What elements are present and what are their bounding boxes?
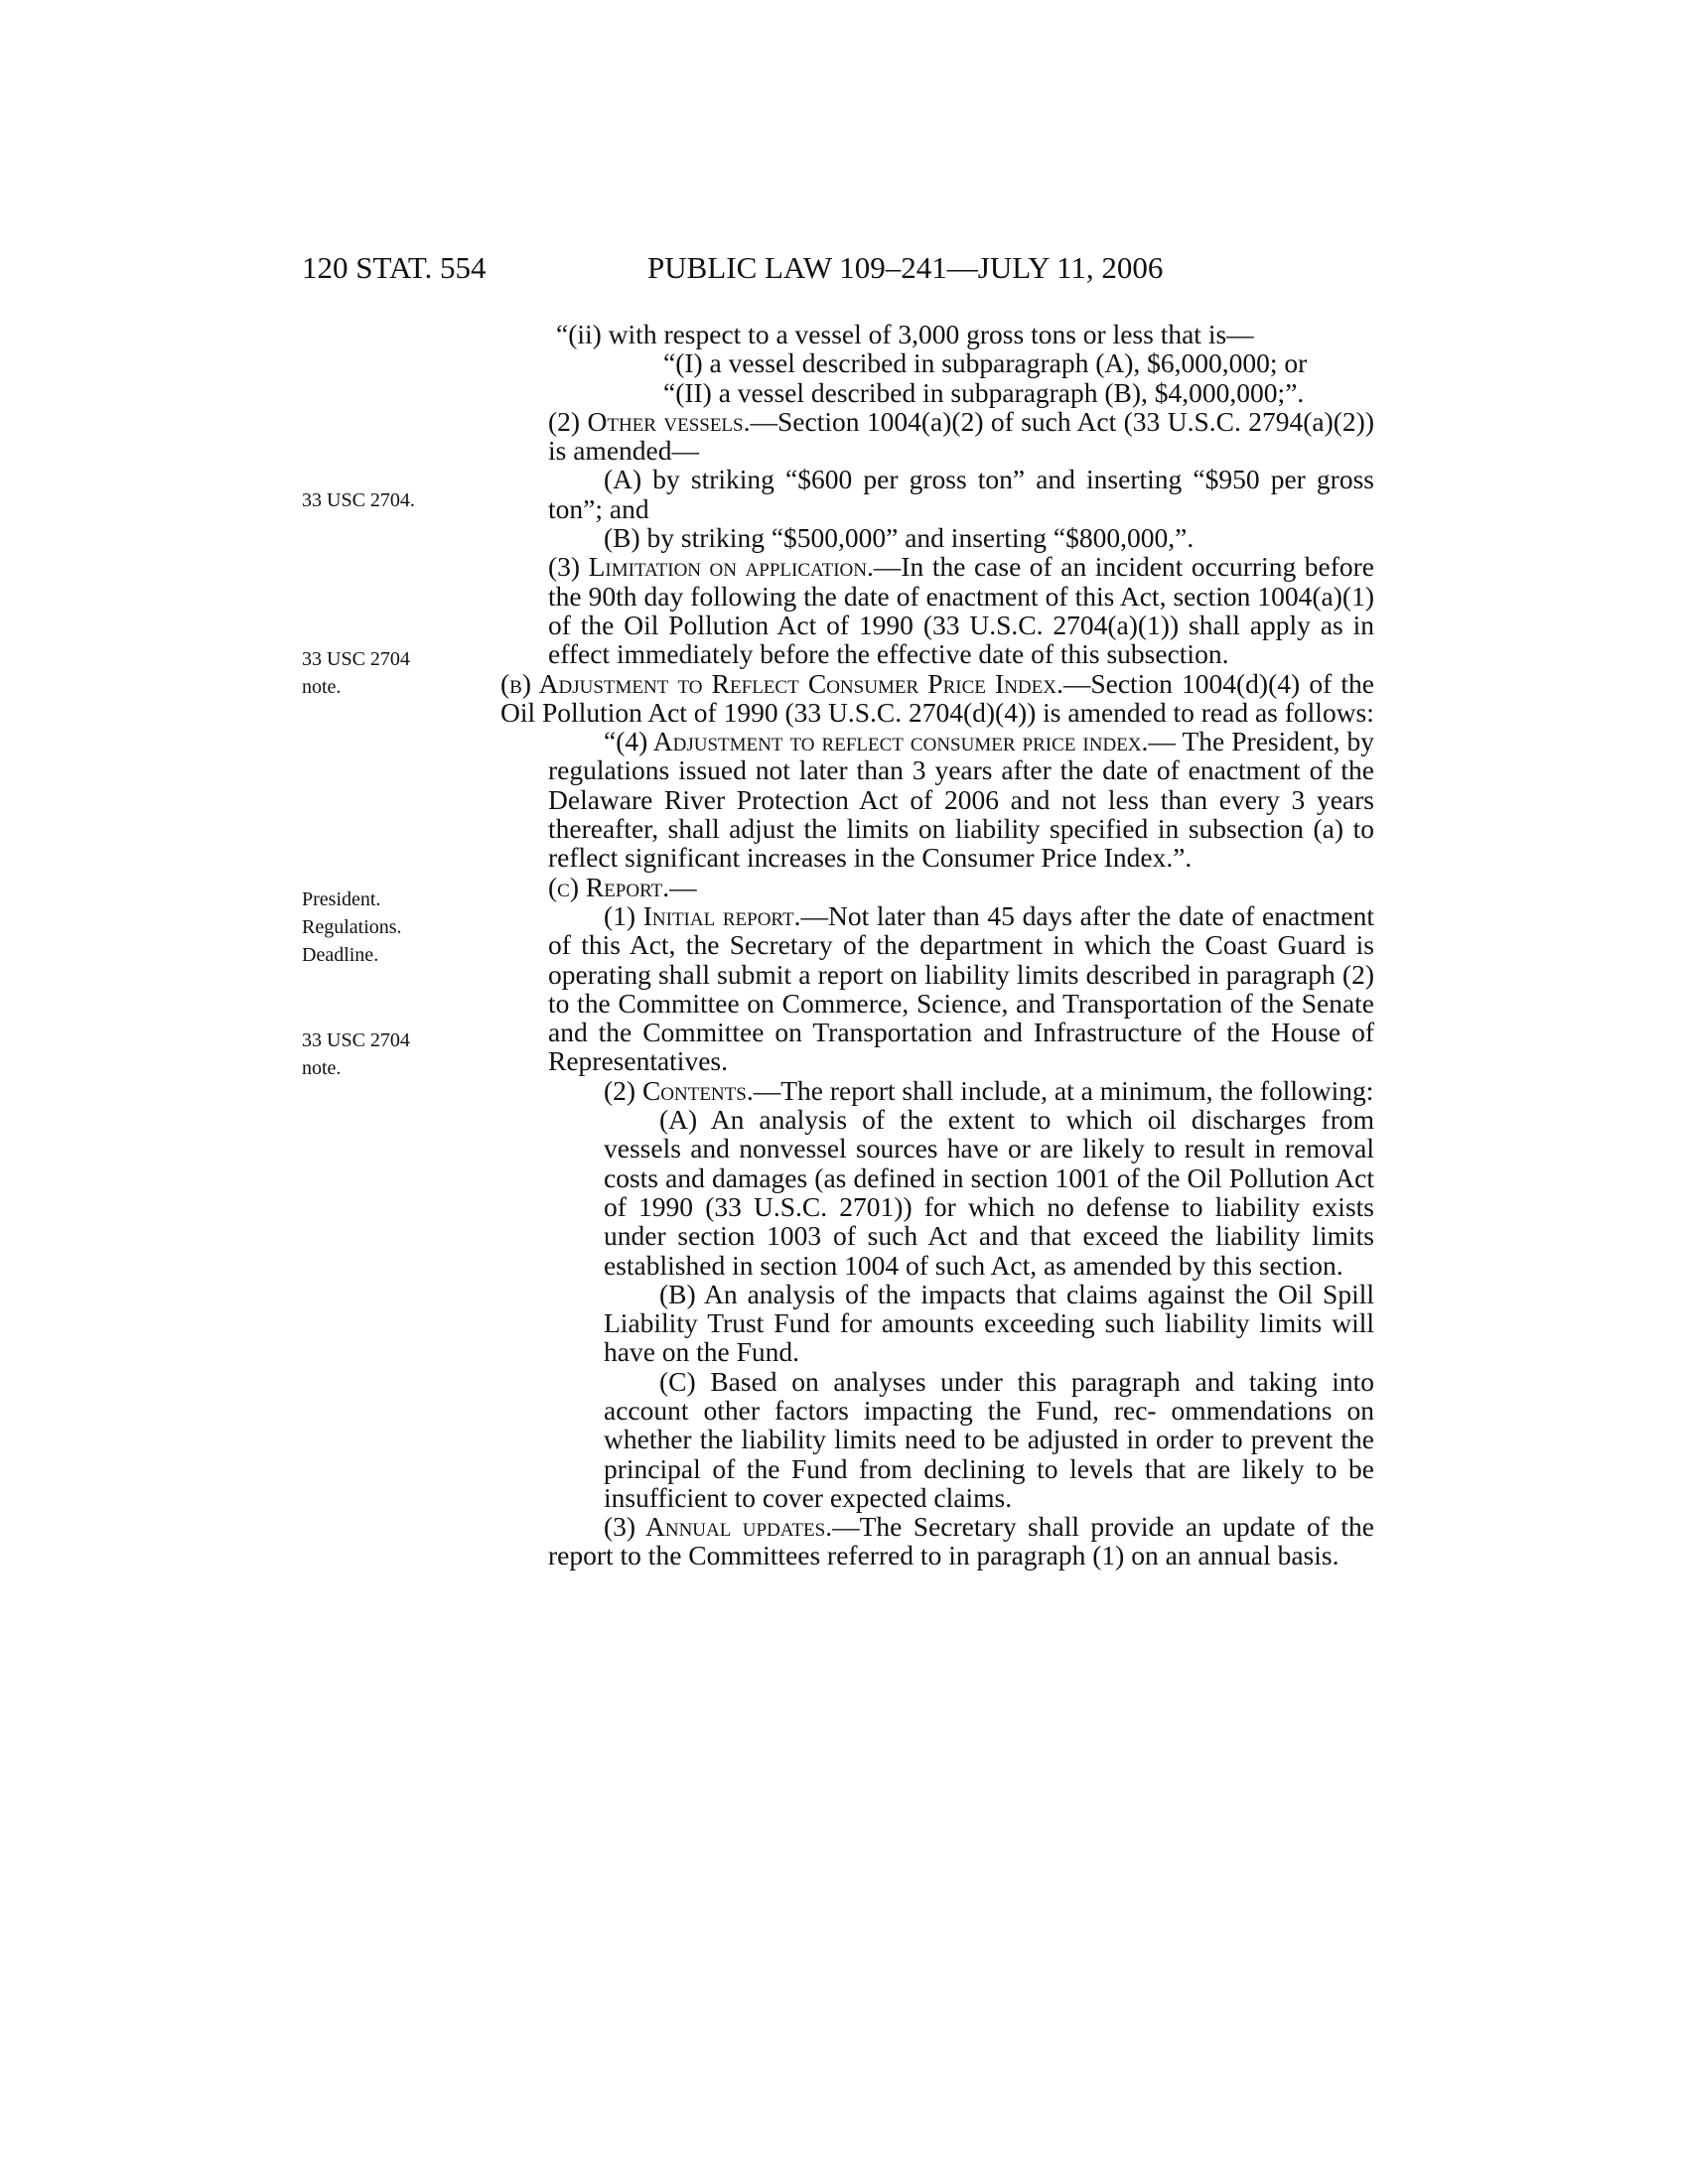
- document-body: [500, 320, 1374, 1570]
- subparagraph-A-strike-600: (A) by striking “$600 per gross ton” and inserting “$950 per gross ton”; and: [548, 464, 1374, 524]
- subparagraph-A-analysis: (A) An analysis of the extent to which oil discharges from vessels and nonvessel sources have or are likely to result in removal costs and damages (as defined in section 1001 of the Oil Pollution Act of 1990 (33 U.S.C. 2701)) for which no defense to liability exists under section 1003 of such Act and that exceed the liability limits established in section 1004 of such Act, as amended by this section.: [604, 1104, 1374, 1281]
- subparagraph-B-analysis: (B) An analysis of the impacts that claims against the Oil Spill Liability Trust Fund for amounts exceeding such liability limits will have on the Fund.: [604, 1278, 1374, 1368]
- paragraph-2-contents: (2) Contents.—The report shall include, at a minimum, the following:: [604, 1074, 1374, 1106]
- stat-reference: 120 STAT. 554: [302, 250, 487, 285]
- subsection-c-report: (c) Report.—: [548, 871, 697, 902]
- subparagraph-C-recommendations: (C) Based on analyses under this paragraph and taking into account other factors impacting the Fund, rec- ommendations on whether the liability limits need to be adjusted in order to prevent the principal of the Fund from declining to levels that are likely to be insufficient to cover expected claims.: [604, 1365, 1374, 1513]
- paragraph-2-other-vessels: (2) Other vessels.—Section 1004(a)(2) of such Act (33 U.S.C. 2794(a)(2)) is amended—: [548, 405, 1374, 467]
- margin-note-usc-2704-note: 33 USC 2704 note.: [302, 648, 410, 698]
- paragraph-4-adjustment-quote: “(4) Adjustment to reflect consumer price index.— The President, by regulations issued not later than 3 years after the date of enactment of the Delaware River Protection Act of 2006 and not less than every 3 years thereafter, shall adjust the limits on liability specified in subsection (a) to reflect significant increases in the Consumer Price Index.”.: [548, 726, 1374, 874]
- margin-note-usc-2704-note-2: 33 USC 2704 note.: [302, 1029, 410, 1079]
- subsection-b-adjustment: (b) Adjustment to Reflect Consumer Price Index.—Section 1004(d)(4) of the Oil Pollution Act of 1990 (33 U.S.C. 2704(d)(4)) is amended to read as follows:: [500, 667, 1374, 728]
- law-title: PUBLIC LAW 109–241—JULY 11, 2006: [647, 250, 1164, 285]
- subclause-I: “(I) a vessel described in subparagraph (A), $6,000,000; or: [663, 347, 1308, 379]
- clause-ii: “(ii) with respect to a vessel of 3,000 gross tons or less that is—: [556, 319, 1254, 349]
- paragraph-3-annual-updates: (3) Annual updates.—The Secretary shall provide an update of the report to the Committees referred to in paragraph (1) on an annual basis.: [548, 1511, 1374, 1571]
- margin-note-usc-2704: 33 USC 2704.: [302, 489, 415, 511]
- margin-note-president-regulations-deadline: President. Regulations. Deadline.: [302, 888, 402, 966]
- paragraph-3-limitation: (3) Limitation on application.—In the case of an incident occurring before the 90th day following the date of enactment of this Act, section 1004(a)(1) of the Oil Pollution Act of 1990 (33 U.S.C. 2704(a)(1)) shall apply as in effect immediately before the effective date of this subsection.: [548, 551, 1374, 670]
- paragraph-1-initial-report: (1) Initial report.—Not later than 45 days after the date of enactment of this Act, the Secretary of the department in which the Coast Guard is operating shall submit a report on liability limits described in paragraph (2) to the Committee on Commerce, Science, and Transportation of the Senate and the Committee on Transportation and Infrastructure of the House of Representatives.: [548, 899, 1374, 1077]
- subparagraph-B-strike-500000: (B) by striking “$500,000” and inserting “$800,000,”.: [604, 522, 1195, 554]
- subclause-II: “(II) a vessel described in subparagraph (B), $4,000,000;”.: [663, 376, 1305, 408]
